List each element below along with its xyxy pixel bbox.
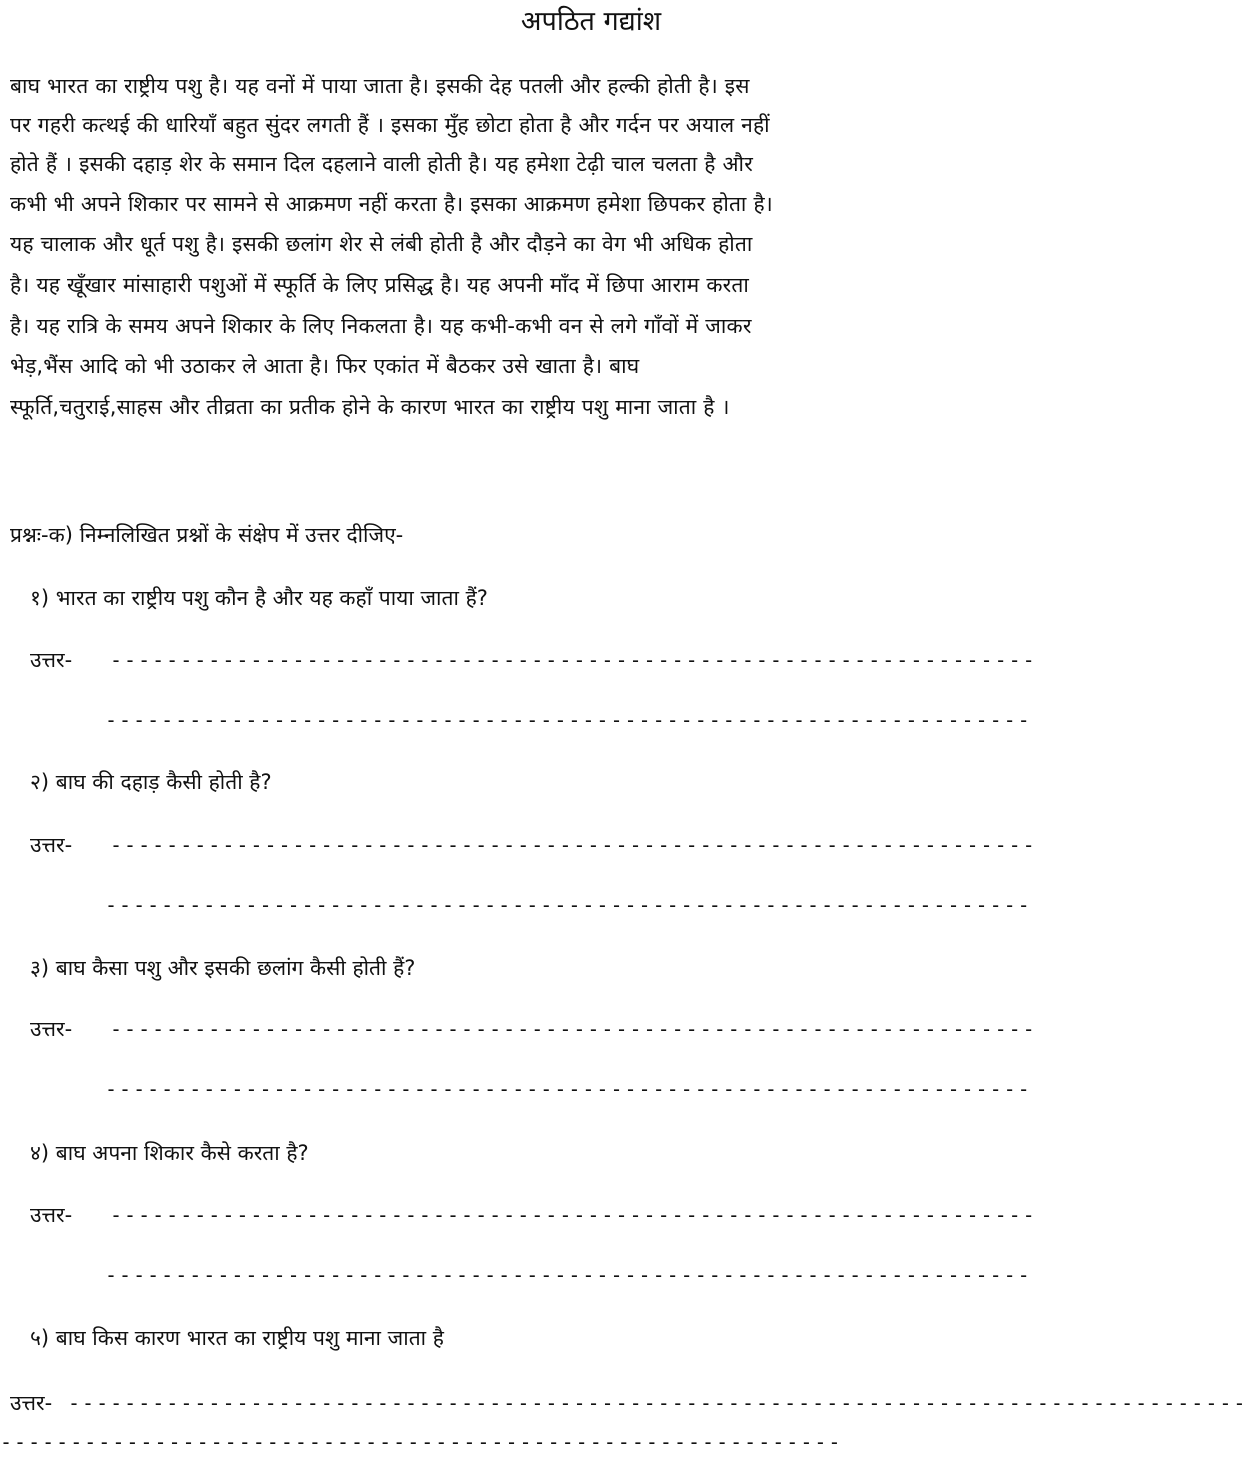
answer-line[interactable]: ------------------------------------------------------------------------------------ (68, 1391, 1247, 1415)
passage-line: कभी भी अपने शिकार पर सामने से आक्रमण नहीं करता है। इसका आक्रमण हमेशा छिपकर होता है। (10, 192, 773, 216)
worksheet-title: अपठित गद्यांश (520, 6, 662, 37)
question-5: ५) बाघ किस कारण भारत का राष्ट्रीय पशु माना जाता है (30, 1326, 444, 1350)
question-4: ४) बाघ अपना शिकार कैसे करता है? (30, 1141, 309, 1165)
question-1: १) भारत का राष्ट्रीय पशु कौन है और यह कहाँ पाया जाता हैं? (30, 586, 488, 610)
answer-line[interactable]: ------------------------------------------------------------------ (105, 708, 1032, 732)
answer-label: उत्तर- (30, 833, 73, 857)
passage-line: है। यह खूँखार मांसाहारी पशुओं में स्फूर्ति के लिए प्रसिद्ध है। यह अपनी माँद में छिपा आराम करता (10, 273, 750, 297)
passage-line: भेड़,भैंस आदि को भी उठाकर ले आता है। फिर एकांत में बैठकर उसे खाता है। बाघ (10, 354, 640, 378)
answer-line[interactable]: ------------------------------------------------------------------ (105, 1263, 1032, 1287)
passage-line: होते हैं । इसकी दहाड़ शेर के समान दिल दहलाने वाली होती है। यह हमेशा टेढ़ी चाल चलता है और (10, 152, 753, 176)
answer-label: उत्तर- (10, 1391, 53, 1415)
answer-line[interactable]: ------------------------------------------------------------------ (105, 893, 1032, 917)
passage-line: पर गहरी कत्थई की धारियाँ बहुत सुंदर लगती हैं । इसका मुँह छोटा होता है और गर्दन पर अयाल नहीं (10, 113, 770, 137)
question-3: ३) बाघ कैसा पशु और इसकी छलांग कैसी होती हैं? (30, 956, 416, 980)
passage-line: है। यह रात्रि के समय अपने शिकार के लिए निकलता है। यह कभी-कभी वन से लगे गाँवों में जाकर (10, 314, 752, 338)
answer-line[interactable]: ------------------------------------------------------------------ (110, 1017, 1037, 1041)
answer-line[interactable]: ------------------------------------------------------------------ (110, 1203, 1037, 1227)
passage-line: बाघ भारत का राष्ट्रीय पशु है। यह वनों में पाया जाता है। इसकी देह पतली और हल्की होती है। इस (10, 74, 750, 98)
answer-label: उत्तर- (30, 648, 73, 672)
answer-label: उत्तर- (30, 1017, 73, 1041)
passage-line: यह चालाक और धूर्त पशु है। इसकी छलांग शेर से लंबी होती है और दौड़ने का वेग भी अधिक होता (10, 232, 753, 256)
answer-line[interactable]: ------------------------------------------------------------------ (105, 1077, 1032, 1101)
answer-line[interactable]: ------------------------------------------------------------ (0, 1430, 843, 1454)
instruction: प्रश्नः-क) निम्नलिखित प्रश्नों के संक्षेप में उत्तर दीजिए- (10, 523, 404, 547)
question-2: २) बाघ की दहाड़ कैसी होती है? (30, 770, 272, 794)
answer-line[interactable]: ------------------------------------------------------------------ (110, 648, 1037, 672)
passage-line: स्फूर्ति,चतुराई,साहस और तीव्रता का प्रतीक होने के कारण भारत का राष्ट्रीय पशु माना जाता है । (10, 395, 730, 419)
answer-line[interactable]: ------------------------------------------------------------------ (110, 833, 1037, 857)
answer-label: उत्तर- (30, 1203, 73, 1227)
